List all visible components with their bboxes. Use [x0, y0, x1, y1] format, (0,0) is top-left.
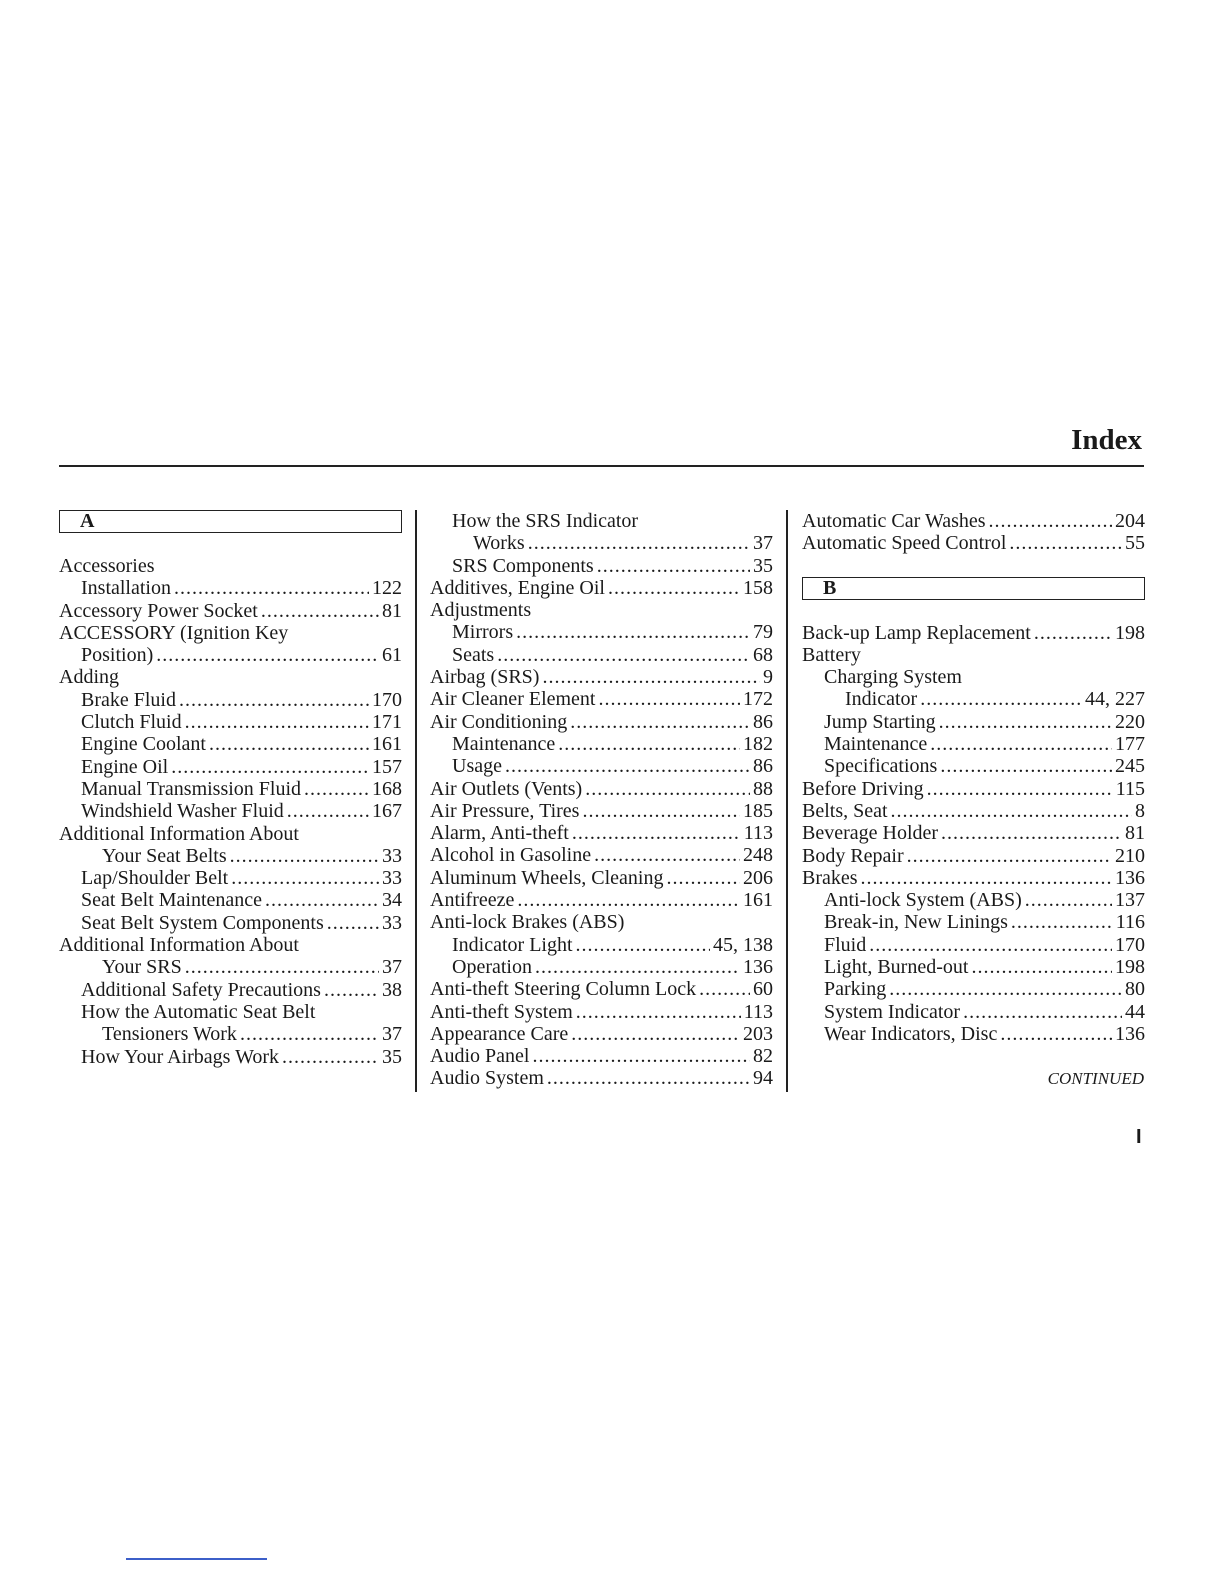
- dot-leader: [179, 689, 369, 711]
- index-entry[interactable]: [430, 644, 773, 666]
- index-entry[interactable]: [802, 644, 1145, 666]
- index-entry[interactable]: [430, 1023, 773, 1045]
- dot-leader: [907, 845, 1112, 867]
- entry-page[interactable]: 88: [753, 777, 773, 800]
- index-entry[interactable]: [430, 889, 773, 911]
- entry-text: Alcohol in Gasoline: [430, 844, 592, 867]
- index-entry[interactable]: [430, 1001, 773, 1023]
- entry-text: Audio System: [430, 1067, 544, 1090]
- entry-page[interactable]: 33: [382, 867, 402, 890]
- index-entry[interactable]: [59, 1001, 402, 1023]
- index-entry[interactable]: [802, 1001, 1145, 1023]
- dot-leader: [585, 778, 750, 800]
- dot-leader: [699, 978, 750, 1000]
- entry-text: How the SRS Indicator: [452, 510, 639, 532]
- index-entry[interactable]: [59, 889, 402, 911]
- entry-text: Anti-theft System: [430, 1000, 573, 1023]
- entry-page[interactable]: 35: [382, 1045, 402, 1068]
- entry-text: Air Pressure, Tires: [430, 799, 580, 822]
- index-entry[interactable]: [59, 756, 402, 778]
- entry-page[interactable]: 171: [372, 711, 402, 734]
- entry-text: Brake Fluid: [81, 688, 176, 711]
- bottom-rule: [126, 1558, 267, 1560]
- entry-text: Operation: [452, 955, 532, 978]
- index-entry[interactable]: [430, 532, 773, 554]
- index-entry[interactable]: [59, 577, 402, 599]
- entry-text: Adjustments: [430, 599, 532, 622]
- dot-leader: [1025, 889, 1112, 911]
- entry-text: Accessory Power Socket: [59, 599, 258, 622]
- index-entry[interactable]: [59, 867, 402, 889]
- index-entry[interactable]: [59, 912, 402, 934]
- index-entry[interactable]: [59, 666, 402, 688]
- entry-text: Lap/Shoulder Belt: [81, 867, 229, 890]
- dot-leader: [497, 644, 750, 666]
- dot-leader: [930, 733, 1112, 755]
- entry-text: Accessories: [59, 555, 155, 577]
- section-letter-box: A: [59, 510, 402, 533]
- entry-text: Additional Information About: [59, 934, 299, 957]
- index-entry[interactable]: [59, 845, 402, 867]
- dot-leader: [889, 978, 1122, 1000]
- entry-text: Mirrors: [452, 621, 514, 644]
- entry-page[interactable]: 172: [743, 688, 773, 711]
- entry-page[interactable]: 122: [372, 577, 402, 600]
- entry-text: Seat Belt Maintenance: [81, 889, 263, 912]
- entry-page[interactable]: 170: [372, 688, 402, 711]
- index-entry[interactable]: [430, 755, 773, 777]
- entry-text: Air Cleaner Element: [430, 688, 596, 711]
- entry-text: How Your Airbags Work: [81, 1045, 280, 1068]
- entry-page[interactable]: 204: [1115, 510, 1145, 532]
- index-entry[interactable]: [59, 689, 402, 711]
- entry-text: Windshield Washer Fluid: [81, 800, 284, 823]
- dot-leader: [572, 822, 741, 844]
- entry-text: Installation: [81, 577, 171, 600]
- column-divider: [415, 510, 417, 1092]
- entry-text: Position): [81, 644, 154, 667]
- index-entry[interactable]: [430, 978, 773, 1000]
- entry-text: Appearance Care: [430, 1022, 569, 1045]
- entry-page[interactable]: 33: [382, 911, 402, 934]
- entry-text: Beverage Holder: [802, 822, 939, 845]
- entry-page[interactable]: 81: [382, 599, 402, 622]
- entry-page[interactable]: 44: [1125, 1000, 1145, 1023]
- entry-page[interactable]: 161: [743, 889, 773, 912]
- index-entry[interactable]: [59, 979, 402, 1001]
- dot-leader: [594, 844, 740, 866]
- dot-leader: [941, 822, 1122, 844]
- entry-page[interactable]: 245: [1115, 755, 1145, 778]
- entry-text: Charging System: [824, 666, 962, 689]
- index-entry[interactable]: [430, 956, 773, 978]
- index-entry[interactable]: [430, 711, 773, 733]
- dot-leader: [582, 800, 740, 822]
- index-entry[interactable]: [802, 889, 1145, 911]
- entry-page[interactable]: 198: [1115, 956, 1145, 979]
- entry-page[interactable]: 45, 138: [713, 933, 773, 956]
- entry-text: Seats: [452, 643, 495, 666]
- index-entry[interactable]: [802, 755, 1145, 777]
- index-entry[interactable]: [59, 956, 402, 978]
- index-entry[interactable]: [59, 823, 402, 845]
- entry-text: Anti-theft Steering Column Lock: [430, 978, 697, 1001]
- index-entry[interactable]: [430, 1045, 773, 1067]
- entry-page[interactable]: 177: [1115, 733, 1145, 756]
- entry-text: Parking: [824, 978, 887, 1001]
- index-entry[interactable]: [430, 621, 773, 643]
- entry-text: Your Seat Belts: [102, 844, 227, 867]
- entry-page[interactable]: 38: [382, 978, 402, 1001]
- entry-text: Engine Oil: [81, 755, 169, 778]
- index-entry[interactable]: [802, 934, 1145, 956]
- dot-leader: [505, 755, 750, 777]
- dot-leader: [517, 889, 740, 911]
- entry-page[interactable]: 206: [743, 866, 773, 889]
- index-column-1: [59, 510, 402, 1068]
- dot-leader: [1009, 532, 1122, 554]
- dot-leader: [185, 711, 369, 733]
- entry-text: Specifications: [824, 755, 938, 778]
- entry-text: Audio Panel: [430, 1045, 530, 1068]
- index-entry[interactable]: [802, 622, 1145, 644]
- entry-text: Airbag (SRS): [430, 666, 540, 689]
- index-entry[interactable]: [802, 911, 1145, 933]
- dot-leader: [570, 711, 750, 733]
- entry-page[interactable]: 68: [753, 643, 773, 666]
- entry-page[interactable]: 116: [1115, 911, 1145, 934]
- entry-text: Automatic Speed Control: [802, 532, 1007, 555]
- dot-leader: [861, 867, 1112, 889]
- index-entry[interactable]: [430, 844, 773, 866]
- entry-text: Anti-lock System (ABS): [824, 889, 1022, 912]
- index-entry[interactable]: [802, 1023, 1145, 1045]
- entry-text: Indicator: [845, 688, 918, 711]
- index-entry[interactable]: [59, 555, 402, 577]
- entry-page[interactable]: 37: [382, 1023, 402, 1046]
- dot-leader: [571, 1023, 740, 1045]
- index-entry[interactable]: [59, 600, 402, 622]
- index-entry[interactable]: [430, 778, 773, 800]
- entry-page[interactable]: 167: [372, 800, 402, 823]
- continued-label: CONTINUED: [1047, 1069, 1144, 1088]
- dot-leader: [597, 555, 750, 577]
- entry-page[interactable]: 8: [1135, 799, 1145, 822]
- page-title: Index: [1071, 424, 1142, 456]
- index-entry[interactable]: [802, 867, 1145, 889]
- index-entry[interactable]: [802, 733, 1145, 755]
- entry-page[interactable]: 158: [743, 576, 773, 599]
- index-entry[interactable]: [430, 1067, 773, 1089]
- entry-text: Additives, Engine Oil: [430, 576, 605, 599]
- entry-page[interactable]: 161: [372, 733, 402, 756]
- entry-page[interactable]: 9: [763, 666, 773, 689]
- index-entry[interactable]: [802, 845, 1145, 867]
- index-entry[interactable]: [430, 800, 773, 822]
- dot-leader: [324, 979, 379, 1001]
- dot-leader: [542, 666, 760, 688]
- entry-page[interactable]: 55: [1125, 532, 1145, 555]
- entry-page[interactable]: 94: [753, 1067, 773, 1090]
- section-letter-box: B: [802, 577, 1145, 600]
- index-entry[interactable]: [430, 822, 773, 844]
- entry-page[interactable]: 61: [382, 644, 402, 667]
- entry-page[interactable]: 60: [753, 978, 773, 1001]
- dot-leader: [869, 934, 1112, 956]
- entry-page[interactable]: 136: [1115, 1022, 1145, 1045]
- index-entry[interactable]: [59, 934, 402, 956]
- entry-text: Body Repair: [802, 844, 904, 867]
- dot-leader: [971, 956, 1112, 978]
- entry-page[interactable]: 115: [1115, 777, 1145, 800]
- index-entry[interactable]: [59, 1023, 402, 1045]
- entry-page[interactable]: 137: [1115, 889, 1145, 912]
- dot-leader: [304, 778, 369, 800]
- entry-text: Seat Belt System Components: [81, 911, 324, 934]
- index-entry[interactable]: [802, 532, 1145, 554]
- index-column-3: [802, 510, 1145, 1045]
- index-entry[interactable]: [59, 800, 402, 822]
- index-entry[interactable]: [59, 1046, 402, 1068]
- entry-text: Additional Safety Precautions: [81, 978, 321, 1001]
- dot-leader: [261, 600, 379, 622]
- entry-page[interactable]: 113: [743, 1000, 773, 1023]
- entry-text: Manual Transmission Fluid: [81, 777, 302, 800]
- entry-text: Antifreeze: [430, 889, 515, 912]
- entry-page[interactable]: 82: [753, 1045, 773, 1068]
- entry-page[interactable]: 37: [382, 956, 402, 979]
- entry-text: Brakes: [802, 866, 858, 889]
- dot-leader: [287, 800, 369, 822]
- dot-leader: [282, 1046, 379, 1068]
- dot-leader: [535, 956, 740, 978]
- index-entry[interactable]: [59, 778, 402, 800]
- dot-leader: [174, 577, 369, 599]
- index-entry[interactable]: [802, 800, 1145, 822]
- dot-leader: [547, 1067, 750, 1089]
- index-entry[interactable]: [430, 688, 773, 710]
- entry-page[interactable]: 86: [753, 755, 773, 778]
- entry-page[interactable]: 34: [382, 889, 402, 912]
- entry-page[interactable]: 136: [743, 955, 773, 978]
- dot-leader: [265, 889, 379, 911]
- entry-text: Anti-lock Brakes (ABS): [430, 911, 625, 934]
- index-entry[interactable]: [802, 510, 1145, 532]
- dot-leader: [940, 755, 1112, 777]
- entry-text: How the Automatic Seat Belt: [81, 1000, 316, 1023]
- entry-text: Adding: [59, 666, 119, 689]
- entry-text: Before Driving: [802, 777, 924, 800]
- dot-leader: [171, 756, 369, 778]
- entry-text: Usage: [452, 755, 502, 778]
- entry-text: ACCESSORY (Ignition Key: [59, 621, 289, 644]
- dot-leader: [1000, 1023, 1112, 1045]
- entry-text: Indicator Light: [452, 933, 573, 956]
- entry-text: Battery: [802, 643, 861, 666]
- dot-leader: [576, 934, 710, 956]
- dot-leader: [528, 532, 750, 554]
- entry-page[interactable]: 168: [372, 777, 402, 800]
- index-entry[interactable]: [802, 956, 1145, 978]
- dot-leader: [532, 1045, 750, 1067]
- entry-text: Back-up Lamp Replacement: [802, 621, 1031, 644]
- index-entry[interactable]: [802, 711, 1145, 733]
- entry-text: Aluminum Wheels, Cleaning: [430, 866, 664, 889]
- entry-page[interactable]: 35: [753, 554, 773, 577]
- index-entry[interactable]: [430, 666, 773, 688]
- index-entry[interactable]: [430, 555, 773, 577]
- index-entry[interactable]: [59, 711, 402, 733]
- entry-page[interactable]: 157: [372, 755, 402, 778]
- index-entry[interactable]: [802, 978, 1145, 1000]
- entry-text: Alarm, Anti-theft: [430, 822, 569, 845]
- dot-leader: [927, 778, 1113, 800]
- entry-text: Additional Information About: [59, 822, 299, 845]
- entry-page[interactable]: 37: [753, 532, 773, 555]
- dot-leader: [576, 1001, 741, 1023]
- index-entry[interactable]: [430, 577, 773, 599]
- index-entry[interactable]: [430, 510, 773, 532]
- entry-page[interactable]: 86: [753, 710, 773, 733]
- index-entry[interactable]: [430, 934, 773, 956]
- entry-text: Break-in, New Linings: [824, 911, 1008, 934]
- index-entry[interactable]: [802, 688, 1145, 710]
- entry-text: System Indicator: [824, 1000, 961, 1023]
- entry-page[interactable]: 81: [1125, 822, 1145, 845]
- entry-text: Light, Burned-out: [824, 956, 969, 979]
- index-entry[interactable]: [59, 733, 402, 755]
- entry-text: Tensioners Work: [102, 1023, 237, 1046]
- dot-leader: [939, 711, 1112, 733]
- entry-page[interactable]: 79: [753, 621, 773, 644]
- entry-text: Fluid: [824, 933, 867, 956]
- entry-text: Engine Coolant: [81, 733, 206, 756]
- index-entry[interactable]: [430, 733, 773, 755]
- index-entry[interactable]: [430, 911, 773, 933]
- dot-leader: [920, 688, 1082, 710]
- entry-text: Automatic Car Washes: [802, 510, 986, 532]
- dot-leader: [230, 845, 379, 867]
- dot-leader: [608, 577, 740, 599]
- entry-text: Your SRS: [102, 956, 182, 979]
- index-entry[interactable]: [802, 666, 1145, 688]
- dot-leader: [156, 644, 379, 666]
- entry-page[interactable]: 248: [743, 844, 773, 867]
- dot-leader: [989, 510, 1112, 532]
- index-entry[interactable]: [430, 867, 773, 889]
- dot-leader: [231, 867, 379, 889]
- entry-page[interactable]: 113: [743, 822, 773, 845]
- entry-text: Jump Starting: [824, 710, 936, 733]
- dot-leader: [327, 912, 379, 934]
- index-entry[interactable]: [59, 622, 402, 644]
- dot-leader: [558, 733, 740, 755]
- entry-text: Belts, Seat: [802, 799, 888, 822]
- dot-leader: [1034, 622, 1112, 644]
- entry-text: Wear Indicators, Disc: [824, 1022, 998, 1045]
- entry-text: Maintenance: [452, 732, 556, 755]
- dot-leader: [516, 621, 750, 643]
- index-column-2: [430, 510, 773, 1090]
- entry-page[interactable]: 33: [382, 844, 402, 867]
- index-entry[interactable]: [59, 644, 402, 666]
- entry-page[interactable]: 220: [1115, 710, 1145, 733]
- entry-page[interactable]: 170: [1115, 933, 1145, 956]
- dot-leader: [209, 733, 369, 755]
- dot-leader: [667, 867, 741, 889]
- entry-page[interactable]: 80: [1125, 978, 1145, 1001]
- column-divider: [786, 510, 788, 1092]
- index-entry[interactable]: [430, 599, 773, 621]
- entry-text: Maintenance: [824, 733, 928, 756]
- dot-leader: [1011, 911, 1113, 933]
- entry-page[interactable]: 203: [743, 1022, 773, 1045]
- entry-text: Clutch Fluid: [81, 711, 182, 734]
- dot-leader: [185, 956, 379, 978]
- index-entry[interactable]: [802, 822, 1145, 844]
- entry-page[interactable]: 185: [743, 799, 773, 822]
- section-gap: [802, 555, 1145, 577]
- dot-leader: [240, 1023, 379, 1045]
- dot-leader: [963, 1001, 1122, 1023]
- entry-page[interactable]: 210: [1115, 844, 1145, 867]
- entry-text: Air Outlets (Vents): [430, 777, 583, 800]
- entry-page[interactable]: 136: [1115, 866, 1145, 889]
- entry-page[interactable]: 44, 227: [1085, 688, 1145, 711]
- dot-leader: [891, 800, 1132, 822]
- entry-text: Works: [473, 532, 525, 555]
- title-rule: [59, 465, 1144, 467]
- index-entry[interactable]: [802, 778, 1145, 800]
- dot-leader: [599, 688, 741, 710]
- page-number: I: [1136, 1126, 1142, 1148]
- entry-text: SRS Components: [452, 554, 594, 577]
- entry-text: Air Conditioning: [430, 710, 568, 733]
- entry-page[interactable]: 182: [743, 732, 773, 755]
- entry-page[interactable]: 198: [1115, 621, 1145, 644]
